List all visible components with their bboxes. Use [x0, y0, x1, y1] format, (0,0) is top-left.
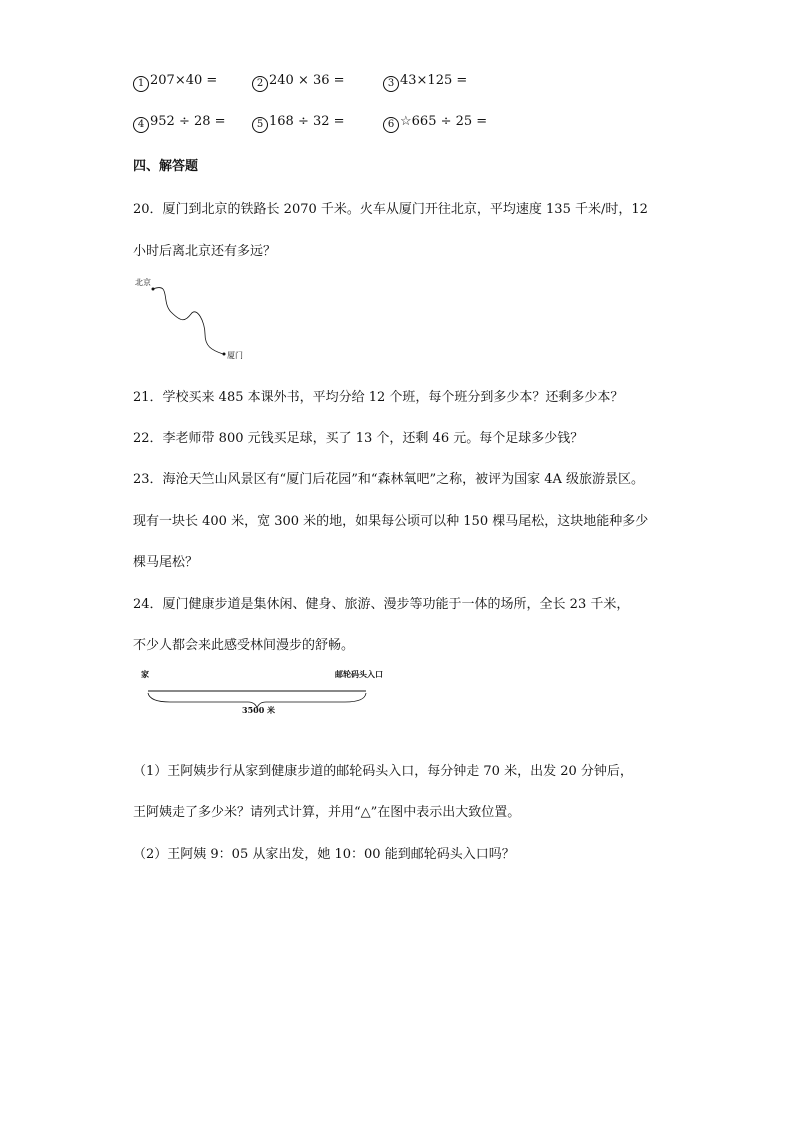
diagram-label-cruise-terminal: 邮轮码头入口 [335, 669, 383, 679]
question-20-line-2: 小时后离北京还有多远？ [133, 244, 277, 259]
calc-expression: ☆665 ÷ 25 = [400, 114, 488, 129]
calc-expression: 168 ÷ 32 = [269, 114, 345, 129]
circled-number: 1 [133, 76, 149, 92]
calc-item-2 [252, 73, 345, 92]
map-label-xiamen: 厦门 [227, 351, 243, 360]
calc-expression: 207×40 = [150, 73, 218, 88]
diagram-label-home: 家 [141, 669, 149, 679]
question-20-line-1: 20．厦门到北京的铁路长 2070 千米。火车从厦门开往北京，平均速度 135 千米/时，12 [133, 202, 648, 217]
circled-number: 4 [133, 117, 149, 133]
calc-item-6 [383, 114, 487, 133]
question-24-part-1-line-1: （1）王阿姨步行从家到健康步道的邮轮码头入口，每分钟走 70 米，出发 20 分钟后， [133, 764, 633, 779]
question-24-line-2: 不少人都会来此感受林间漫步的舒畅。 [133, 638, 355, 653]
diagram-distance-label: 3500 米 [242, 705, 276, 715]
calc-expression: 952 ÷ 28 = [150, 114, 226, 129]
question-24-part-2: （2）王阿姨 9：05 从家出发，她 10：00 能到邮轮码头入口吗？ [133, 847, 515, 862]
route-map-diagram [133, 274, 253, 364]
question-23-line-2: 现有一块长 400 米，宽 300 米的地，如果每公顷可以种 150 棵马尾松，这块地能种多少 [133, 514, 649, 529]
question-21: 21．学校买来 485 本课外书，平均分给 12 个班，每个班分到多少本？还剩多少本？ [133, 390, 624, 405]
calc-item-5 [252, 114, 345, 133]
map-label-beijing: 北京 [135, 278, 151, 287]
circled-number: 6 [383, 117, 399, 133]
question-23-line-1: 23．海沧天竺山风景区有“厦门后花园”和“森林氧吧”之称，被评为国家 4A 级旅游景区。 [133, 472, 645, 487]
circled-number: 3 [383, 76, 399, 92]
calc-item-1 [133, 73, 217, 92]
calc-item-3 [383, 73, 467, 92]
question-23-line-3: 棵马尾松？ [133, 555, 199, 570]
calc-expression: 240 × 36 = [269, 73, 345, 88]
railway-route-line [133, 274, 253, 364]
question-24-line-1: 24．厦门健康步道是集休闲、健身、旅游、漫步等功能于一体的场所，全长 23 千米， [133, 597, 630, 612]
section-title: 四、解答题 [133, 159, 199, 174]
circled-number: 2 [252, 76, 268, 92]
calc-item-4 [133, 114, 226, 133]
question-24-part-1-line-2: 王阿姨走了多少米？请列式计算，并用“△”在图中表示出大致位置。 [133, 805, 521, 820]
circled-number: 5 [252, 117, 268, 133]
distance-diagram [140, 668, 405, 713]
question-22: 22．李老师带 800 元钱买足球，买了 13 个，还剩 46 元。每个足球多少钱？ [133, 431, 584, 446]
calc-expression: 43×125 = [400, 73, 468, 88]
